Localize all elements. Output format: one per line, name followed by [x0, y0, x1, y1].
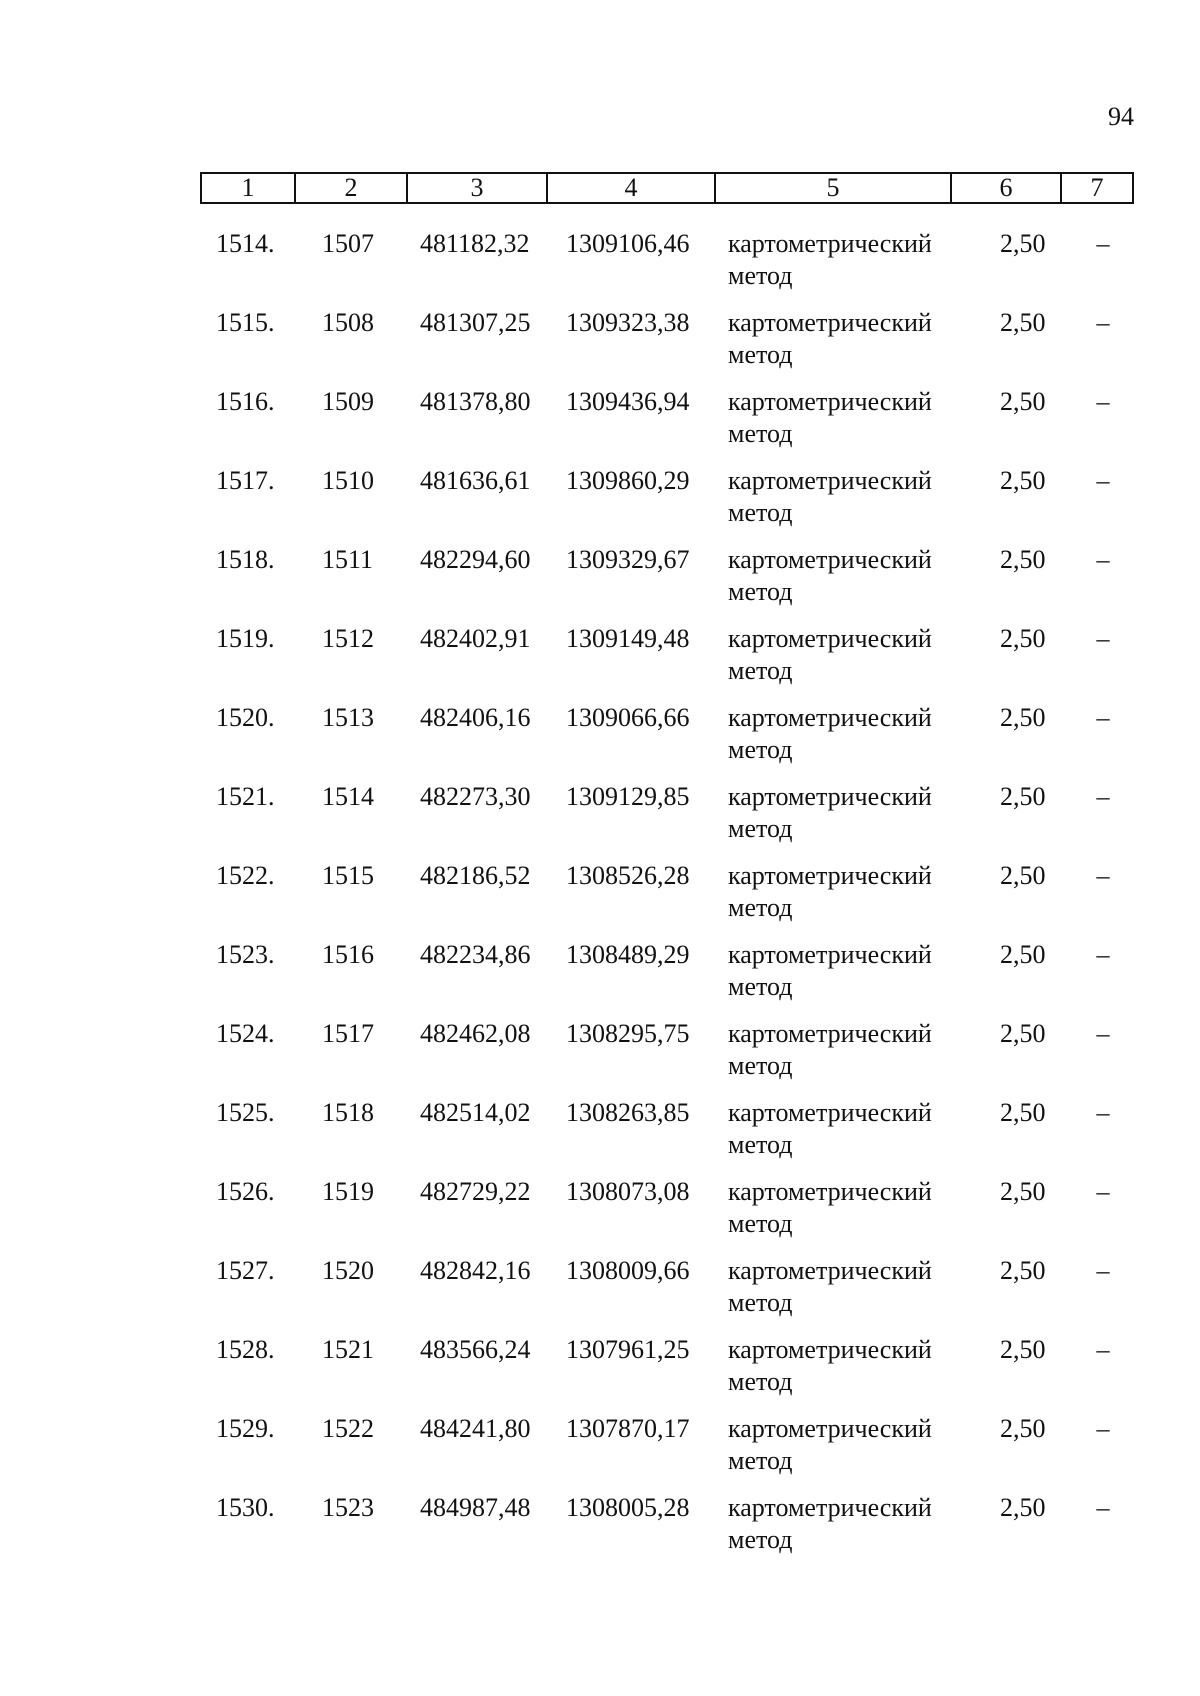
y-coordinate: 1309129,85 — [566, 782, 690, 811]
note: – — [1096, 703, 1110, 732]
method-line-2: метод — [728, 1367, 793, 1396]
table-row — [200, 1097, 1132, 1176]
method — [728, 386, 958, 450]
method-line-2: метод — [728, 972, 793, 1001]
accuracy: 2,50 — [1000, 940, 1046, 969]
accuracy: 2,50 — [1000, 1098, 1046, 1127]
point-number: 1523 — [322, 1493, 374, 1522]
note: – — [1096, 1414, 1110, 1443]
accuracy: 2,50 — [1000, 782, 1046, 811]
accuracy: 2,50 — [1000, 229, 1046, 258]
row-number: 1528. — [216, 1335, 275, 1364]
method-line-1: картометрический — [728, 387, 932, 416]
row-number: 1529. — [216, 1414, 275, 1443]
method-line-1: картометрический — [728, 308, 932, 337]
accuracy: 2,50 — [1000, 387, 1046, 416]
y-coordinate: 1309436,94 — [566, 387, 690, 416]
point-number: 1512 — [322, 624, 374, 653]
accuracy: 2,50 — [1000, 1019, 1046, 1048]
method-line-1: картометрический — [728, 545, 932, 574]
y-coordinate: 1309329,67 — [566, 545, 690, 574]
accuracy: 2,50 — [1000, 1335, 1046, 1364]
note: – — [1096, 545, 1110, 574]
method-line-1: картометрический — [728, 1098, 932, 1127]
row-number: 1527. — [216, 1256, 275, 1285]
x-coordinate: 482186,52 — [420, 861, 531, 890]
note: – — [1096, 387, 1110, 416]
column-header-2: 2 — [295, 173, 407, 203]
y-coordinate: 1308073,08 — [566, 1177, 690, 1206]
row-number: 1519. — [216, 624, 275, 653]
method-line-2: метод — [728, 893, 793, 922]
x-coordinate: 482514,02 — [420, 1098, 531, 1127]
point-number: 1510 — [322, 466, 374, 495]
note: – — [1096, 782, 1110, 811]
note: – — [1096, 624, 1110, 653]
method — [728, 1176, 958, 1240]
y-coordinate: 1308005,28 — [566, 1493, 690, 1522]
row-number: 1524. — [216, 1019, 275, 1048]
x-coordinate: 484987,48 — [420, 1493, 531, 1522]
method-line-2: метод — [728, 261, 793, 290]
row-number: 1525. — [216, 1098, 275, 1127]
point-number: 1514 — [322, 782, 374, 811]
accuracy: 2,50 — [1000, 624, 1046, 653]
row-number: 1515. — [216, 308, 275, 337]
note: – — [1096, 940, 1110, 969]
method — [728, 623, 958, 687]
row-number: 1518. — [216, 545, 275, 574]
row-number: 1523. — [216, 940, 275, 969]
y-coordinate: 1307870,17 — [566, 1414, 690, 1443]
point-number: 1508 — [322, 308, 374, 337]
x-coordinate: 482462,08 — [420, 1019, 531, 1048]
column-header-6: 6 — [951, 173, 1061, 203]
point-number: 1518 — [322, 1098, 374, 1127]
method-line-2: метод — [728, 577, 793, 606]
method-line-2: метод — [728, 735, 793, 764]
accuracy: 2,50 — [1000, 861, 1046, 890]
method-line-2: метод — [728, 1446, 793, 1475]
column-header-1: 1 — [201, 173, 295, 203]
method — [728, 228, 958, 292]
x-coordinate: 483566,24 — [420, 1335, 531, 1364]
table-row — [200, 307, 1132, 386]
method-line-2: метод — [728, 1209, 793, 1238]
method-line-1: картометрический — [728, 624, 932, 653]
row-number: 1514. — [216, 229, 275, 258]
point-number: 1507 — [322, 229, 374, 258]
column-header-5: 5 — [715, 173, 951, 203]
method-line-1: картометрический — [728, 703, 932, 732]
table-row — [200, 1255, 1132, 1334]
note: – — [1096, 1256, 1110, 1285]
accuracy: 2,50 — [1000, 1493, 1046, 1522]
x-coordinate: 482273,30 — [420, 782, 531, 811]
note: – — [1096, 1098, 1110, 1127]
table-row — [200, 228, 1132, 307]
method — [728, 1097, 958, 1161]
point-number: 1517 — [322, 1019, 374, 1048]
page-number: 94 — [1108, 102, 1134, 131]
row-number: 1520. — [216, 703, 275, 732]
row-number: 1516. — [216, 387, 275, 416]
method — [728, 939, 958, 1003]
method-line-2: метод — [728, 340, 793, 369]
accuracy: 2,50 — [1000, 1177, 1046, 1206]
x-coordinate: 481182,32 — [420, 229, 530, 258]
method-line-2: метод — [728, 1130, 793, 1159]
point-number: 1511 — [322, 545, 374, 574]
method — [728, 1334, 958, 1398]
table-row — [200, 1334, 1132, 1413]
note: – — [1096, 861, 1110, 890]
method-line-1: картометрический — [728, 1493, 932, 1522]
row-number: 1517. — [216, 466, 275, 495]
method-line-1: картометрический — [728, 1019, 932, 1048]
column-header-table — [200, 172, 1134, 204]
coordinate-rows — [200, 228, 1132, 1571]
point-number: 1522 — [322, 1414, 374, 1443]
x-coordinate: 482406,16 — [420, 703, 531, 732]
note: – — [1096, 1335, 1110, 1364]
x-coordinate: 482842,16 — [420, 1256, 531, 1285]
column-header-7: 7 — [1061, 173, 1133, 203]
table-row — [200, 1413, 1132, 1492]
table-row — [200, 781, 1132, 860]
row-number: 1521. — [216, 782, 275, 811]
note: – — [1096, 308, 1110, 337]
y-coordinate: 1308009,66 — [566, 1256, 690, 1285]
x-coordinate: 481307,25 — [420, 308, 531, 337]
method-line-2: метод — [728, 1288, 793, 1317]
point-number: 1519 — [322, 1177, 374, 1206]
method-line-1: картометрический — [728, 1177, 932, 1206]
row-number: 1530. — [216, 1493, 275, 1522]
point-number: 1509 — [322, 387, 374, 416]
note: – — [1096, 1177, 1110, 1206]
column-header-row — [201, 173, 1133, 203]
point-number: 1516 — [322, 940, 374, 969]
point-number: 1513 — [322, 703, 374, 732]
table-row — [200, 544, 1132, 623]
table-row — [200, 702, 1132, 781]
column-header-3: 3 — [407, 173, 547, 203]
method-line-2: метод — [728, 1051, 793, 1080]
method-line-1: картометрический — [728, 1335, 932, 1364]
method — [728, 1255, 958, 1319]
row-number: 1526. — [216, 1177, 275, 1206]
y-coordinate: 1309860,29 — [566, 466, 690, 495]
table-row — [200, 386, 1132, 465]
method — [728, 465, 958, 529]
method — [728, 1492, 958, 1556]
accuracy: 2,50 — [1000, 308, 1046, 337]
accuracy: 2,50 — [1000, 1414, 1046, 1443]
point-number: 1520 — [322, 1256, 374, 1285]
accuracy: 2,50 — [1000, 466, 1046, 495]
y-coordinate: 1308263,85 — [566, 1098, 690, 1127]
y-coordinate: 1308526,28 — [566, 861, 690, 890]
x-coordinate: 482729,22 — [420, 1177, 531, 1206]
method — [728, 544, 958, 608]
method-line-1: картометрический — [728, 1256, 932, 1285]
method-line-1: картометрический — [728, 229, 932, 258]
row-number: 1522. — [216, 861, 275, 890]
method — [728, 1413, 958, 1477]
table-row — [200, 939, 1132, 1018]
method-line-1: картометрический — [728, 1414, 932, 1443]
note: – — [1096, 1019, 1110, 1048]
y-coordinate: 1307961,25 — [566, 1335, 690, 1364]
x-coordinate: 481636,61 — [420, 466, 531, 495]
accuracy: 2,50 — [1000, 545, 1046, 574]
method-line-2: метод — [728, 419, 793, 448]
method-line-2: метод — [728, 656, 793, 685]
method-line-1: картометрический — [728, 782, 932, 811]
x-coordinate: 481378,80 — [420, 387, 531, 416]
method-line-2: метод — [728, 1525, 793, 1554]
point-number: 1515 — [322, 861, 374, 890]
method-line-2: метод — [728, 814, 793, 843]
column-header-4: 4 — [547, 173, 715, 203]
method — [728, 781, 958, 845]
y-coordinate: 1309106,46 — [566, 229, 690, 258]
method-line-1: картометрический — [728, 940, 932, 969]
point-number: 1521 — [322, 1335, 374, 1364]
table-row — [200, 860, 1132, 939]
table-row — [200, 623, 1132, 702]
accuracy: 2,50 — [1000, 1256, 1046, 1285]
method — [728, 307, 958, 371]
table-row — [200, 1492, 1132, 1571]
x-coordinate: 482294,60 — [420, 545, 531, 574]
accuracy: 2,50 — [1000, 703, 1046, 732]
x-coordinate: 482234,86 — [420, 940, 531, 969]
y-coordinate: 1309149,48 — [566, 624, 690, 653]
table-row — [200, 465, 1132, 544]
y-coordinate: 1309323,38 — [566, 308, 690, 337]
y-coordinate: 1308295,75 — [566, 1019, 690, 1048]
method — [728, 1018, 958, 1082]
table-row — [200, 1176, 1132, 1255]
x-coordinate: 484241,80 — [420, 1414, 531, 1443]
y-coordinate: 1308489,29 — [566, 940, 690, 969]
x-coordinate: 482402,91 — [420, 624, 531, 653]
method — [728, 860, 958, 924]
method-line-1: картометрический — [728, 466, 932, 495]
method-line-1: картометрический — [728, 861, 932, 890]
method-line-2: метод — [728, 498, 793, 527]
method — [728, 702, 958, 766]
y-coordinate: 1309066,66 — [566, 703, 690, 732]
note: – — [1096, 229, 1110, 258]
note: – — [1096, 466, 1110, 495]
table-row — [200, 1018, 1132, 1097]
note: – — [1096, 1493, 1110, 1522]
